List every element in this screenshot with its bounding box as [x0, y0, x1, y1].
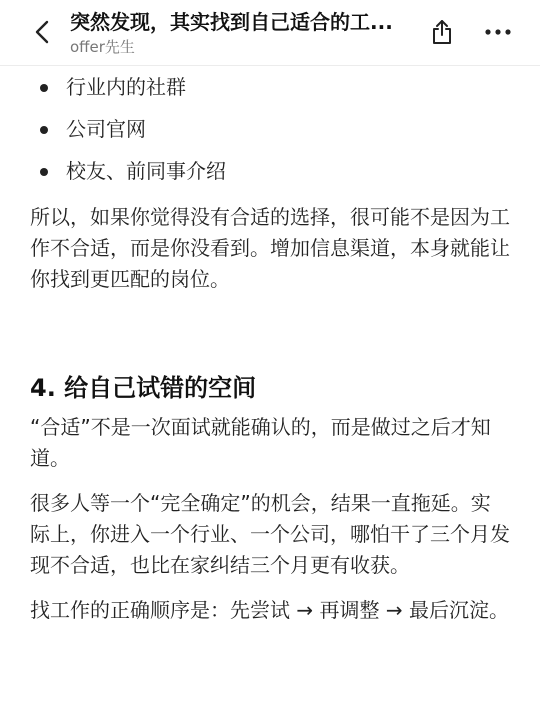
list-item — [30, 108, 510, 150]
bullet-dot — [40, 126, 48, 134]
back-button[interactable] — [26, 16, 58, 48]
section-heading: 4. 给自己试错的空间 — [30, 374, 257, 402]
top-nav-bar — [0, 0, 540, 66]
chevron-left-icon — [35, 20, 49, 44]
more-dots-icon — [485, 29, 511, 35]
article-body — [30, 66, 510, 626]
share-button[interactable] — [426, 14, 458, 50]
list-item — [30, 66, 510, 108]
paragraph: 找工作的正确顺序是：先尝试 → 再调整 → 最后沉淀。 — [30, 598, 509, 622]
paragraph: 所以，如果你觉得没有合适的选择，很可能不是因为工作不合适，而是你没看到。增加信息渠道，本身就能让你找到更匹配的岗位。 — [30, 205, 510, 291]
bullet-dot — [40, 168, 48, 176]
list-item-text: 公司官网 — [66, 117, 146, 141]
paragraph: “合适”不是一次面试就能确认的，而是做过之后才知道。 — [30, 415, 491, 470]
bullet-list — [30, 66, 510, 192]
list-item-text: 行业内的社群 — [66, 75, 186, 99]
author-name[interactable]: offer先生 — [70, 38, 135, 56]
page-title: 突然发现，其实找到自己适合的工... — [70, 10, 393, 34]
more-button[interactable] — [480, 18, 516, 46]
paragraph: 很多人等一个“完全确定”的机会，结果一直拖延。实际上，你进入一个行业、一个公司，哪怕干了三个月发现不合适，也比在家纠结三个月更有收获。 — [30, 491, 510, 577]
share-icon — [430, 18, 454, 46]
list-item — [30, 150, 510, 192]
list-item-text: 校友、前同事介绍 — [66, 159, 226, 183]
title-block — [70, 8, 415, 57]
bullet-dot — [40, 84, 48, 92]
